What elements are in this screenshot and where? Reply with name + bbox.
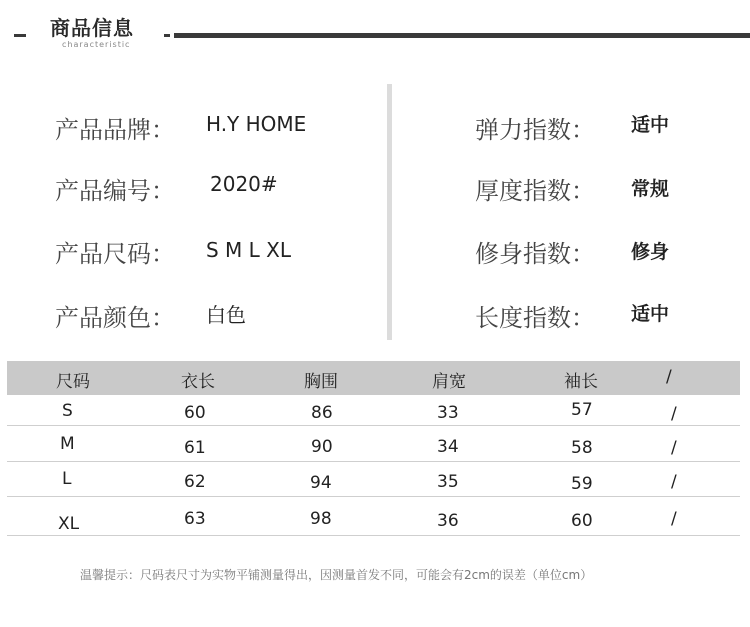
measurement-note: 温馨提示：尺码表尺寸为实物平铺测量得出，因测量首发不同，可能会有2cm的误差（单位cm） — [80, 568, 593, 582]
product-number-label: 产品编号： — [55, 177, 175, 205]
table-cell: 62 — [184, 472, 206, 492]
col-header-shoulder: 肩宽 — [432, 372, 466, 392]
table-cell: L — [62, 469, 72, 489]
elasticity-label: 弹力指数： — [475, 116, 595, 144]
elasticity-value: 适中 — [631, 114, 670, 136]
size-table-header-bg — [7, 361, 740, 395]
table-cell: 61 — [184, 438, 206, 458]
brand-label: 产品品牌： — [55, 116, 175, 144]
section-subtitle: characteristic — [62, 40, 131, 49]
col-header-sleeve: 袖长 — [564, 372, 598, 392]
fit-label: 修身指数： — [475, 240, 595, 268]
size-label: 产品尺码： — [55, 240, 175, 268]
color-label: 产品颜色： — [55, 304, 175, 332]
size-value: S M L XL — [206, 238, 292, 262]
table-cell: 94 — [310, 473, 332, 493]
table-cell: / — [671, 509, 677, 529]
table-cell: 58 — [571, 438, 593, 458]
row-divider — [7, 535, 740, 536]
table-cell: 35 — [437, 472, 459, 492]
table-cell: 34 — [437, 437, 459, 457]
header-dash-short — [164, 34, 170, 37]
table-cell: 63 — [184, 509, 206, 529]
table-cell: S — [62, 401, 73, 421]
product-number-value: 2020# — [210, 172, 278, 196]
col-header-length: 衣长 — [181, 372, 215, 392]
brand-value: H.Y HOME — [206, 112, 307, 136]
table-cell: 86 — [311, 403, 333, 423]
fit-value: 修身 — [631, 241, 670, 263]
table-cell: 57 — [571, 400, 593, 420]
color-value: 白色 — [206, 303, 246, 327]
table-cell: M — [60, 434, 75, 454]
row-divider — [7, 425, 740, 426]
table-cell: / — [671, 438, 677, 458]
row-divider — [7, 461, 740, 462]
col-header-size: 尺码 — [56, 372, 90, 392]
table-cell: / — [671, 404, 677, 424]
table-cell: 60 — [571, 511, 593, 531]
table-cell: 33 — [437, 403, 459, 423]
thickness-label: 厚度指数： — [475, 177, 595, 205]
thickness-value: 常规 — [631, 178, 670, 200]
header-dash-left — [14, 34, 26, 37]
table-cell: / — [671, 472, 677, 492]
col-header-extra: / — [666, 367, 672, 387]
table-cell: 60 — [184, 403, 206, 423]
length-label: 长度指数： — [475, 304, 595, 332]
table-cell: 90 — [311, 437, 333, 457]
length-value: 适中 — [631, 303, 670, 325]
info-divider — [387, 84, 392, 340]
col-header-chest: 胸围 — [304, 372, 338, 392]
row-divider — [7, 496, 740, 497]
header-rule — [174, 33, 750, 38]
table-cell: 98 — [310, 509, 332, 529]
table-cell: 59 — [571, 474, 593, 494]
table-cell: 36 — [437, 511, 459, 531]
section-title: 商品信息 — [50, 16, 134, 40]
table-cell: XL — [58, 514, 80, 534]
